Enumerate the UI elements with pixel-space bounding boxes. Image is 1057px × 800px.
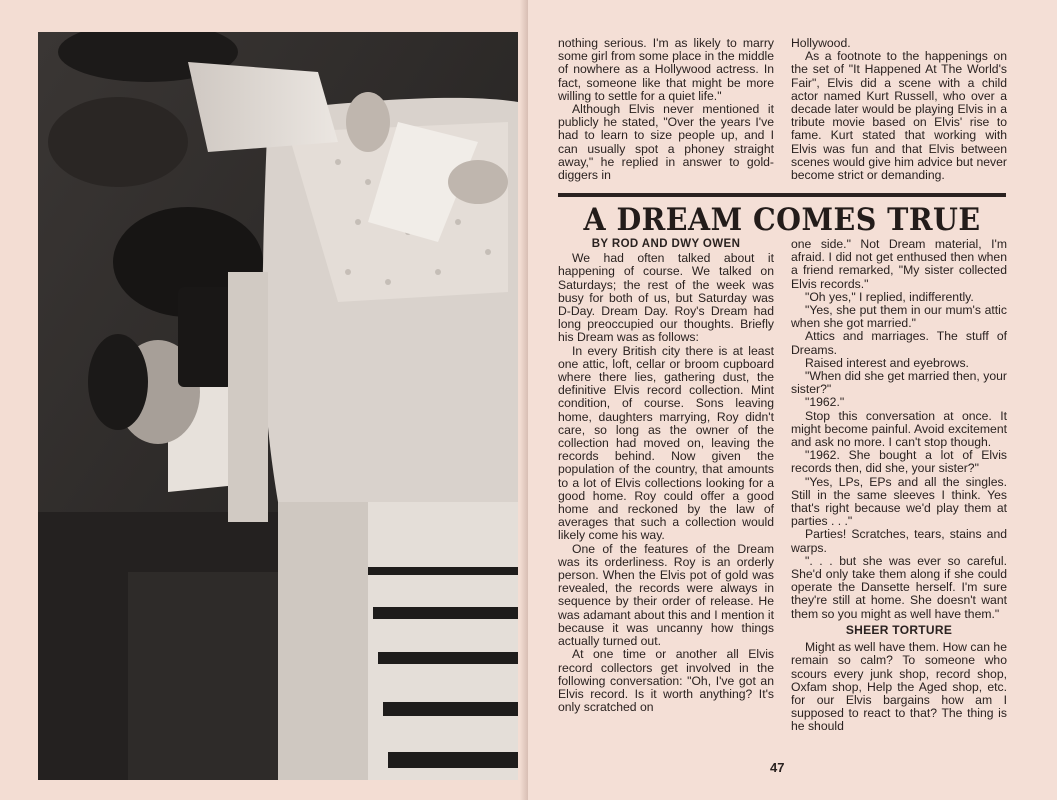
- subheading: SHEER TORTURE: [845, 622, 953, 637]
- paragraph: "Yes, LPs, EPs and all the singles. Still in the same sleeves I think. Yes that's right because we'd play them at parties . . .": [791, 474, 1007, 529]
- paragraph: "Oh yes," I replied, indifferently.: [805, 289, 974, 304]
- left-page: [0, 0, 528, 800]
- paragraph: Hollywood.: [791, 36, 851, 50]
- paragraph: Stop this conversation at once. It might become painful. Avoid excitement and ask no more. I can't stop though.: [791, 408, 1007, 450]
- paragraph: In every British city there is at least one attic, loft, cellar or broom cupboard where there lies, gathering dust, the definitive Elvis record collection. Mint condition, of course. Sons leaving home, daughters marrying, Roy didn't care, so long as the owner of the collection had moved on, leaving the records behind. Now given the population of the country, that amounts to a lot of Elvis collections looking for a good home. Roy could offer a good home and reckoned by the law of averages that such a collection would likely come his way.: [558, 343, 774, 543]
- paragraph: At one time or another all Elvis record collectors get involved in the following conversation: "Oh, I've got an Elvis record. Is it worth anything? It's only scratched on: [558, 647, 774, 715]
- paragraph: "When did she get married then, your sister?": [791, 369, 1007, 397]
- paragraph: "1962. She bought a lot of Elvis records then, did she, your sister?": [791, 448, 1007, 476]
- photo-icon: [38, 32, 518, 780]
- elvis-photo: [38, 32, 518, 780]
- byline: BY ROD AND DWY OWEN: [591, 238, 741, 250]
- paragraph: Attics and marriages. The stuff of Dreams.: [791, 329, 1007, 357]
- article-headline: A DREAM COMES TRUE: [583, 202, 981, 238]
- paragraph: ". . . but she was ever so careful. She'd only take them along if she could operate the Dansette herself. I'm sure they're still at home. She doesn't want them so you might as well have them.": [791, 553, 1007, 621]
- paragraph: "Yes, she put them in our mum's attic when she got married.": [791, 303, 1007, 331]
- page-number: 47: [770, 760, 785, 775]
- paragraph: We had often talked about it happening of course. We talked on Saturdays; the rest of the week was busy for both of us, but Saturday was D-Day. Dream Day. Roy's Dream had long preoccupied our thoughts. Briefly his Dream was as follows:: [558, 251, 774, 345]
- article-column-2: [791, 238, 1007, 734]
- paragraph: nothing serious. I'm as likely to marry some girl from some place in the middle of nowhere as a Hollywood actress. In fact, someone like that might be more willing to settle for a quiet life.": [558, 36, 774, 103]
- paragraph: Raised interest and eyebrows.: [805, 355, 969, 370]
- paragraph: one side." Not Dream material, I'm afraid. I did not get enthused then when a friend remarked, "My sister collected Elvis records.": [791, 237, 1007, 291]
- paragraph: Although Elvis never mentioned it publicly he stated, "Over the years I've had to learn to size people up, and I can usually spot a phoney straight away," he replied in answer to gold-diggers in: [558, 102, 774, 183]
- paragraph: As a footnote to the happenings on the set of "It Happened At The World's Fair", Elvis did a scene with a child actor named Kurt Russell, who over a decade later would be playing Elvis in a tribute movie based on Elvis' rise to fame. Kurt stated that working with Elvis was fun and that Elvis between scenes would give him advice but never become strict or demanding.: [791, 49, 1007, 183]
- top-column-1: [558, 37, 774, 182]
- top-column-2: [791, 37, 1007, 182]
- article-column-1: [558, 238, 774, 714]
- paragraph: Might as well have them. How can he remain so calm? To someone who scours every junk shop, record shop, Oxfam shop, Help the Aged shop, etc. for our Elvis bargains how am I supposed to react to that? The thing is he should: [791, 640, 1007, 734]
- headline-rule: [558, 193, 1006, 197]
- paragraph: One of the features of the Dream was its orderliness. Roy is an orderly person. When the Elvis pot of gold was revealed, the records were always in sequence by their order of release. He was adamant about this and I mention it because it was uncanny how things actually turned out.: [558, 541, 774, 649]
- paragraph: Parties! Scratches, tears, stains and warps.: [791, 527, 1007, 555]
- paragraph: "1962.": [805, 395, 845, 410]
